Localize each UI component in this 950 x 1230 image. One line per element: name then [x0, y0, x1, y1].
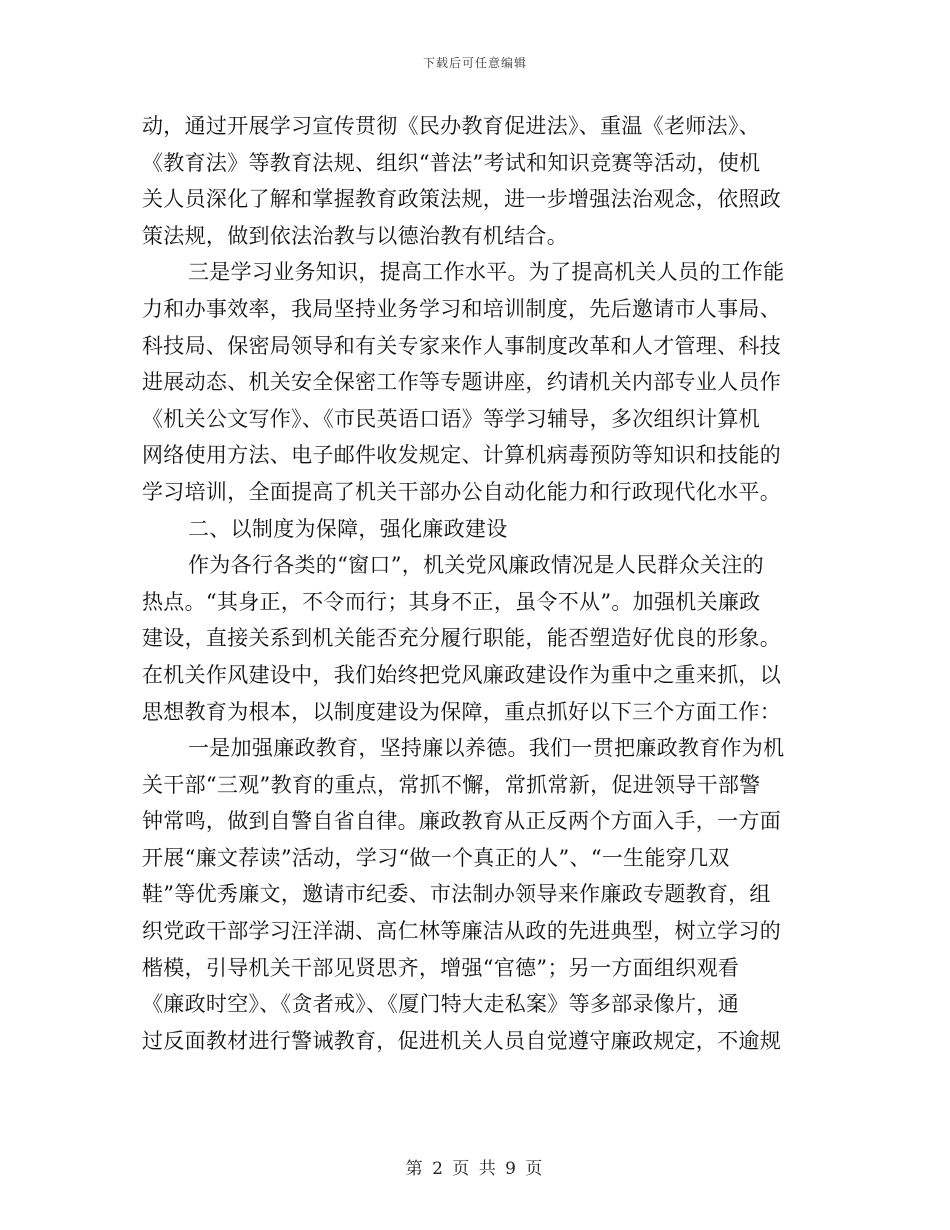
text-line: 过反面教材进行警诫教育，促进机关人员自觉遵守廉政规定，不逾规: [142, 1028, 781, 1053]
text-line: 鞋”等优秀廉文，邀请市纪委、市法制办领导来作廉政专题教育，组: [142, 882, 771, 907]
text-line: 建设，直接关系到机关能否充分履行职能，能否塑造好优良的形象。: [142, 626, 781, 651]
text-line: 热点。“其身正，不令而行；其身不正，虽令不从”。加强机关廉政: [142, 589, 761, 614]
paragraph-start-line: 一是加强廉政教育，坚持廉以养德。我们一贯把廉政教育作为机: [188, 736, 785, 761]
text-line: 策法规，做到依法治教与以德治教有机结合。: [142, 223, 568, 248]
paragraph-start-line: 作为各行各类的“窗口”，机关党风廉政情况是人民群众关注的: [188, 553, 764, 578]
body-text: [142, 108, 806, 1059]
text-line: 《廉政时空》、《贪者戒》、《厦门特大走私案》等多部录像片，通: [142, 992, 739, 1017]
paragraph-start-line: 三是学习业务知识，提高工作水平。为了提高机关人员的工作能: [188, 260, 785, 285]
text-line: 动，通过开展学习宣传贯彻《民办教育促进法》、重温《老师法》、: [142, 114, 760, 138]
text-line: 《机关公文写作》、《市民英语口语》等学习辅导，多次组织计算机: [142, 406, 760, 431]
text-line: 《教育法》等教育法规、组织“普法”考试和知识竞赛等活动，使机: [142, 150, 761, 175]
page-number-footer: 第 2 页 共 9 页: [405, 1159, 545, 1179]
page-header: 下载后可任意编辑: [422, 56, 527, 70]
text-line: 思想教育为根本，以制度建设为保障，重点抓好以下三个方面工作：: [142, 699, 781, 724]
text-line: 开展“廉文荐读”活动，学习“做一个真正的人”、“一生能穿几双: [142, 845, 730, 870]
text-line: 进展动态、机关安全保密工作等专题讲座，约请机关内部专业人员作: [142, 370, 781, 395]
text-line: 科技局、保密局领导和有关专家来作人事制度改革和人才管理、科技: [142, 333, 781, 358]
text-line: 力和办事效率，我局坚持业务学习和培训制度，先后邀请市人事局、: [142, 296, 781, 321]
section-heading: 二、以制度为保障，强化廉政建设: [188, 516, 508, 541]
text-line: 网络使用方法、电子邮件收发规定、计算机病毒预防等知识和技能的: [142, 443, 781, 468]
text-line: 关人员深化了解和掌握教育政策法规，进一步增强法治观念，依照政: [142, 187, 781, 212]
text-line: 织党政干部学习汪洋湖、高仁林等廉洁从政的先进典型，树立学习的: [142, 919, 781, 944]
text-line: 钟常鸣，做到自警自省自律。廉政教育从正反两个方面入手，一方面: [142, 809, 781, 834]
text-line: 学习培训，全面提高了机关干部办公自动化能力和行政现代化水平。: [142, 479, 781, 504]
text-line: 关干部“三观”教育的重点，常抓不懈，常抓常新，促进领导干部警: [142, 772, 761, 797]
text-line: 楷模，引导机关干部见贤思齐，增强“官德”；另一方面组织观看: [142, 955, 740, 980]
text-line: 在机关作风建设中，我们始终把党风廉政建设作为重中之重来抓，以: [142, 662, 781, 687]
